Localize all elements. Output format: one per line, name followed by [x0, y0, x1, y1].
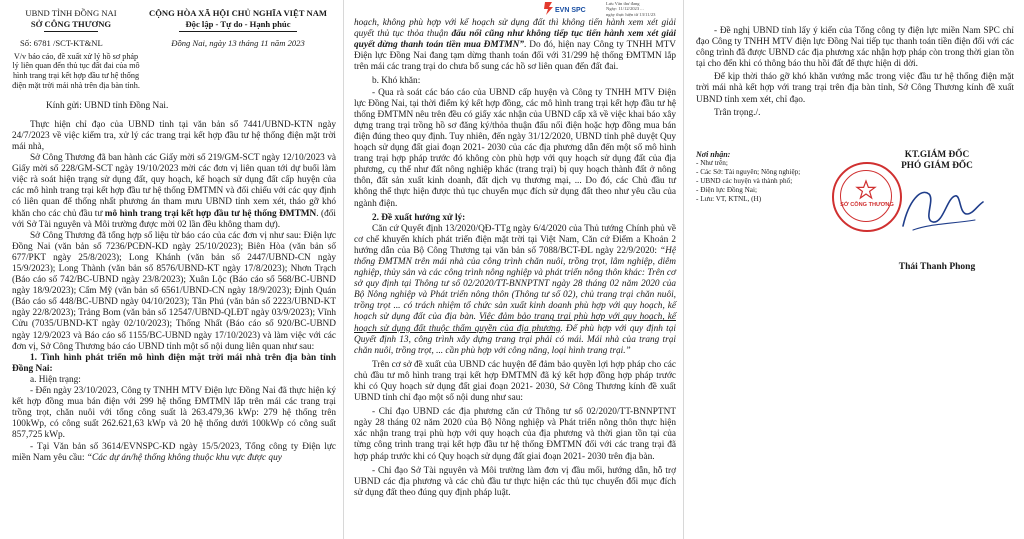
recipient-item: - Điện lực Đồng Nai; — [696, 186, 757, 194]
subsection-a-heading: a. Hiện trạng: — [30, 374, 81, 385]
recipient-line: Kính gửi: UBND tỉnh Đồng Nai. — [46, 100, 169, 111]
org-line-2: SỞ CÔNG THƯƠNG — [30, 18, 112, 29]
legal-basis-paragraph: Căn cứ Quyết định 13/2020/QĐ-TTg ngày 6/4/2020 của Thủ tướng Chính phủ về cơ chế khuyến khích phát triển điện mặt trời tại Việt Nam, Căn cứ Điểm a Khoản 2 hướng dẫn của Bộ Công Thương tại văn bản số 7088/BCT-ĐL ngày 22/9/2020: “Hệ thống ĐMTMN trên mái nhà của công trình chăn nuôi, trồng trọt, lâm nghiệp, diêm nghiệp, thủy sản và các công trình nông nghiệp và phát triển nông thôn khác: Trên cơ sở quy định tại Thông tư số 02/2020/TT-BNNPTNT ngày 28 tháng 02 năm 2020 của Bộ Nông nghiệp và Phát triển nông thôn (Thông tư số 02), chủ trang trại chăn nuôi, trồng trọt ... có trách nhiệm tổ chức sản xuất kinh doanh phù hợp với quy hoạch, kế hoạch sử dụng đất của địa bàn. Việc đảm bảo trang trại phù hợp với quy hoạch, kế hoạch sử dụng đất thuộc thẩm quyền của địa phương. Để phù hợp với quy định tại Quyết định 13, công trình xây dựng trang trại phải có mái. Mái nhà của trang trại chăn nuôi, trồng trọt, ... cần phù hợp với công năng, loại hình trang trại.” — [354, 223, 676, 356]
document-page-1 — [0, 0, 344, 539]
svg-text:EVN SPC: EVN SPC — [555, 7, 586, 14]
status-paragraph: - Đến ngày 23/10/2023, Công ty TNHH MTV Điện lực Đồng Nai đã thực hiện ký kết hợp đồng mua bán điện với 299 hệ thống ĐMTMN lắp trên mái các trang trại trồng trọt, chăn nuôi với tổng công suất là 263.479,36 kWp: 279 hệ thống trên 100kWp, có công suất 262.621,63 kWp và 20 hệ thống dưới 100kWp có công suất 857,725 kWp. — [12, 386, 336, 441]
closing-request-paragraph: Để kịp thời tháo gỡ khó khăn vướng mắc trong việc đầu tư hệ thống điện mặt trời mái nhà kết hợp với trang trại trên địa bàn tỉnh, Sở Công Thương kính đề xuất UBND tỉnh xem xét, chỉ đạo. — [696, 72, 1014, 105]
motto-underline — [179, 31, 297, 32]
nation-line-1: CỘNG HÒA XÃ HỘI CHỦ NGHĨA VIỆT NAM — [148, 8, 328, 18]
recipient-item: - Như trên; — [696, 159, 728, 167]
subsection-b-heading: b. Khó khăn: — [372, 76, 421, 87]
report-sources-paragraph: Sở Công Thương đã tổng hợp số liệu từ báo cáo của các đơn vị như sau: Điện lực Đồng Nai (văn bản số 7236/PCĐN-KD ngày 25/10/2023); Biên Hòa (văn bản số 677/PKT ngày 25/8/2023); Long Khánh (văn bản số 2447/UBND-CN ngày 15/9/2023); Long Thành (văn bản số 8576/UBND-KT ngày 17/8/2023); Nhơn Trạch (Báo cáo số 742/BC-UBND ngày 23/8/2023); Xuân Lộc (Báo cáo số 568/BC-UBND ngày 18/9/2023); Cẩm Mỹ (văn bản số 6561/UBND-CN ngày 18/9/2023); Định Quán (Báo cáo số 448/BC-UBND ngày 04/10/2023); Tân Phú (văn bản số 2223/UBND-KT ngày 22/8/2023); Trảng Bom (văn bản số 12547/UBND-QLĐT ngày 03/9/2023); Vĩnh Cửu (7035/UBND-KT ngày 02/10/2023); Thống Nhất (Báo cáo số 920/BC-UBND ngày 12/9/2023 và Báo cáo số 1155/BC-UBND ngày 17/10/2023) và làm việc với các đơn vị, Sở Công Thương báo cáo UBND tỉnh một số nội dung liên quan như sau: — [12, 230, 336, 352]
national-motto — [140, 8, 336, 32]
section-2-heading: 2. Đề xuất hướng xử lý: — [372, 212, 466, 223]
recipients-list — [696, 150, 846, 204]
signer-name: Thái Thanh Phong — [898, 262, 976, 272]
document-number: Số: 6781 /SCT-KT&NL — [20, 38, 103, 48]
org-line-1: UBND TỈNH ĐỒNG NAI — [25, 8, 117, 18]
document-page-3 — [684, 0, 1024, 539]
signature-icon — [889, 180, 989, 240]
recipients-title: Nơi nhận: — [696, 150, 731, 159]
handwritten-signature — [889, 180, 989, 240]
proposal-item-2: - Chỉ đạo Sở Tài nguyên và Môi trường làm đơn vị đầu mối, hướng dẫn, hỗ trợ UBND các địa phương và các chủ đầu tư thực hiện các thủ tục chuyển đổi mục đích sử dụng đất theo đúng quy định pháp luật. — [354, 465, 676, 498]
lightning-logo-icon — [541, 0, 586, 16]
closing-line: Trân trọng./. — [714, 107, 761, 118]
proposal-item-1: - Chỉ đạo UBND các địa phương căn cứ Thông tư số 02/2020/TT-BNNPTNT ngày 28 tháng 02 năm 2020 của Bộ Nông nghiệp và Phát triển nông thôn thực hiện xác nhận trang trại phù hợp với quy hoạch của địa phương và thời gian tồn tại của từng công trình trang trại kết hợp đầu tư hệ thống ĐMTMN đối với các trang trại đã hợp pháp trước khi có Quy hoạch sử dụng đất giai đoạn 2021- 2030 trên địa bàn. — [354, 407, 676, 462]
continued-paragraph: hoạch, không phù hợp với kế hoạch sử dụng đất thì không tiến hành xem xét giải quyết thủ tục thỏa thuận đấu nối cũng như không tiếp tục tiến hành xem xét giải quyết dừng thanh toán tiền mua ĐMTMN”. Do đó, hiện nay Công ty TNHH MTV Điện lực Đồng Nai đang tạm dừng thanh toán đối với 31/299 hệ thống ĐMTMN lắp trên mái các trang trại do chưa bổ sung các hồ sơ liên quan đến đất đai. — [354, 18, 676, 73]
sign-title-2: PHÓ GIÁM ĐỐC — [901, 161, 973, 172]
proposal-intro-paragraph: Trên cơ sở đề xuất của UBND các huyện để đảm bảo quyền lợi hợp pháp cho các chủ đầu tư mô hình trang trại kết hợp ĐMTMN đã ký kết hợp đồng hợp pháp trước khi có Quy hoạch sử dụng đất giai đoạn 2021- 2030, Sở Công Thương kính đề xuất UBND tỉnh chỉ đạo một số nội dung như sau: — [354, 359, 676, 404]
difficulty-paragraph: - Qua rà soát các báo cáo của UBND cấp huyện và Công ty TNHH MTV Điện lực Đồng Nai, tại thời điểm ký kết hợp đồng, các mô hình trang trại kết hợp đầu tư hệ thống ĐMTMN nêu trên đều có giấy xác nhận của UBND cấp xã về việc khai báo xây dựng trang trại trồng hồ sơ đăng ký/thỏa thuận đấu nối điện hoặc hợp đồng mua bán điện đúng theo quy định. Tuy nhiên, đến ngày 31/12/2020, UBND tỉnh phê duyệt Quy hoạch sử dụng đất giai đoạn 2021- 2030 của các địa phương dẫn đến một số mô hình trang trại hợp pháp trước đó không còn phù hợp với quy hoạch sử dụng đất của địa phương, cụ thể như đất nông nghiệp khác (trang trại) bị quy hoạch thành đất ở nông thôn, đất sản xuất kinh doanh, đất dịch vụ thương mại, ... Do đó, các Chủ đầu tư không thể thực hiện được thủ tục chuyển mục đích sử dụng đất theo như yêu cầu của ngành điện. — [354, 87, 676, 209]
section-1-heading: 1. Tình hình phát triển mô hình điện mặt trời mái nhà trên địa bàn tỉnh Đồng Nai: — [12, 352, 336, 374]
issuing-organization — [12, 8, 130, 32]
document-subject: V/v báo cáo, đề xuất xử lý hồ sơ pháp lý liên quan đến thủ tục đất đai của mô hình trang trại kết hợp đầu tư hệ thống điện mặt trời mái nhà trên địa bàn tỉnh. — [12, 51, 140, 90]
document-header — [12, 8, 336, 32]
recipient-item: - Các Sở: Tài nguyên; Nông nghiệp; — [696, 168, 801, 176]
place-date: Đồng Nai, ngày 13 tháng 11 năm 2023 — [171, 38, 305, 48]
evnspc-logo — [541, 0, 586, 16]
stamp-label: SỞ CÔNG THƯƠNG — [840, 202, 894, 208]
meeting-paragraph: Sở Công Thương đã ban hành các Giấy mời số 219/GM-SCT ngày 12/10/2023 và Giấy mời số 228/GM-SCT ngày 19/10/2023 mời các đơn vị liên quan tới dự buổi làm việc rà soát hiện trạng sử dụng đất, quy hoạch, kế hoạch sử dụng đất cấp huyện của các mô hình trang trại kết hợp đầu tư hệ thống ĐMTMN và đối chiếu với các quy định có liên quan để thống nhất phương án tham mưu UBND tỉnh xem xét, tháo gỡ khó khăn cho các chủ đầu tư mô hình trang trại kết hợp đầu tư hệ thống ĐMTMN. (đối với Sở Tài nguyên và Môi trường được mời 02 lần đều không tham dự). — [12, 153, 336, 230]
received-note: Lưu Văn thư đang Ngày: 11/12/2023 ... ngày thực hiện từ 13/11/23 — [606, 1, 656, 17]
org-underline — [44, 31, 98, 32]
document-page-2 — [344, 0, 684, 539]
intro-paragraph: Thực hiện chỉ đạo của UBND tỉnh tại văn bản số 7441/UBND-KTN ngày 24/7/2023 về việc kiểm tra, xử lý các trang trại kết hợp đầu tư hệ thống điện mặt trời mái nhà, — [12, 119, 336, 152]
evnspc-paragraph: - Tại Văn bản số 3614/EVNSPC-KD ngày 15/5/2023, Tổng công ty Điện lực miền Nam yêu cầu: “Các dự án/hệ thống không thuộc khu vực được quy — [12, 441, 336, 463]
proposal-item-3: - Đề nghị UBND tỉnh lấy ý kiến của Tổng công ty điện lực miền Nam SPC chỉ đạo Công ty TNHH MTV điện lực Đồng Nai tiếp tục thanh toán tiền điện đối với các công trình đã được UBND các địa phương xác nhận hợp pháp còn trong thời gian tồn tại cho đến khi có thông báo thu hồi đất để thực hiện di dời. — [696, 26, 1014, 70]
star-emblem-icon — [856, 180, 876, 200]
nation-line-2: Độc lập - Tự do - Hạnh phúc — [185, 18, 291, 29]
recipient-item: - UBND các huyện và thành phố; — [696, 177, 793, 185]
sign-title-1: KT.GIÁM ĐỐC — [904, 150, 970, 160]
recipient-item: - Lưu: VT, KTNL, (H) — [696, 195, 762, 203]
